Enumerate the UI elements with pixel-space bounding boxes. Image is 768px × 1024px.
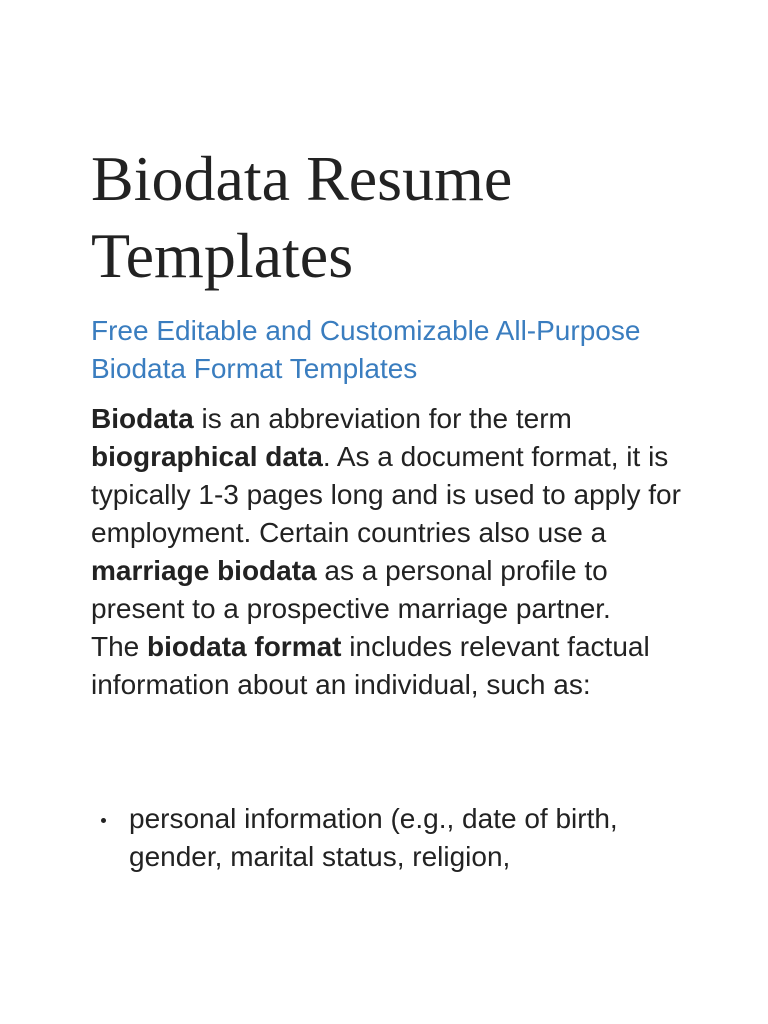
intro-paragraph [91, 400, 681, 628]
paragraph-text: as a personal profile to present to a prospective marriage partner. [91, 555, 611, 624]
page-subtitle: Free Editable and Customizable All-Purpose Biodata Format Templates [91, 315, 641, 384]
paragraph-text: . As a document format, it is typically 1-3 pages long and is used to apply for employment. Certain countries also use a [91, 441, 681, 548]
bullet-icon [101, 818, 106, 823]
intro-text [91, 400, 681, 704]
paragraph-text: is an abbreviation for the term [193, 403, 572, 434]
bold-term: marriage biodata [91, 555, 317, 586]
bold-term: Biodata [91, 403, 194, 434]
info-list [91, 800, 681, 876]
bold-term: biographical data [91, 441, 323, 472]
format-paragraph [91, 628, 681, 704]
list-item [91, 800, 681, 876]
page-title: Biodata Resume Templates [91, 143, 513, 291]
paragraph-text: includes relevant factual information about an individual, such as: [91, 631, 650, 700]
bold-term: biodata format [147, 631, 342, 662]
paragraph-text: The [91, 631, 148, 662]
list-item-text: personal information (e.g., date of birth, gender, marital status, religion, [129, 803, 618, 872]
